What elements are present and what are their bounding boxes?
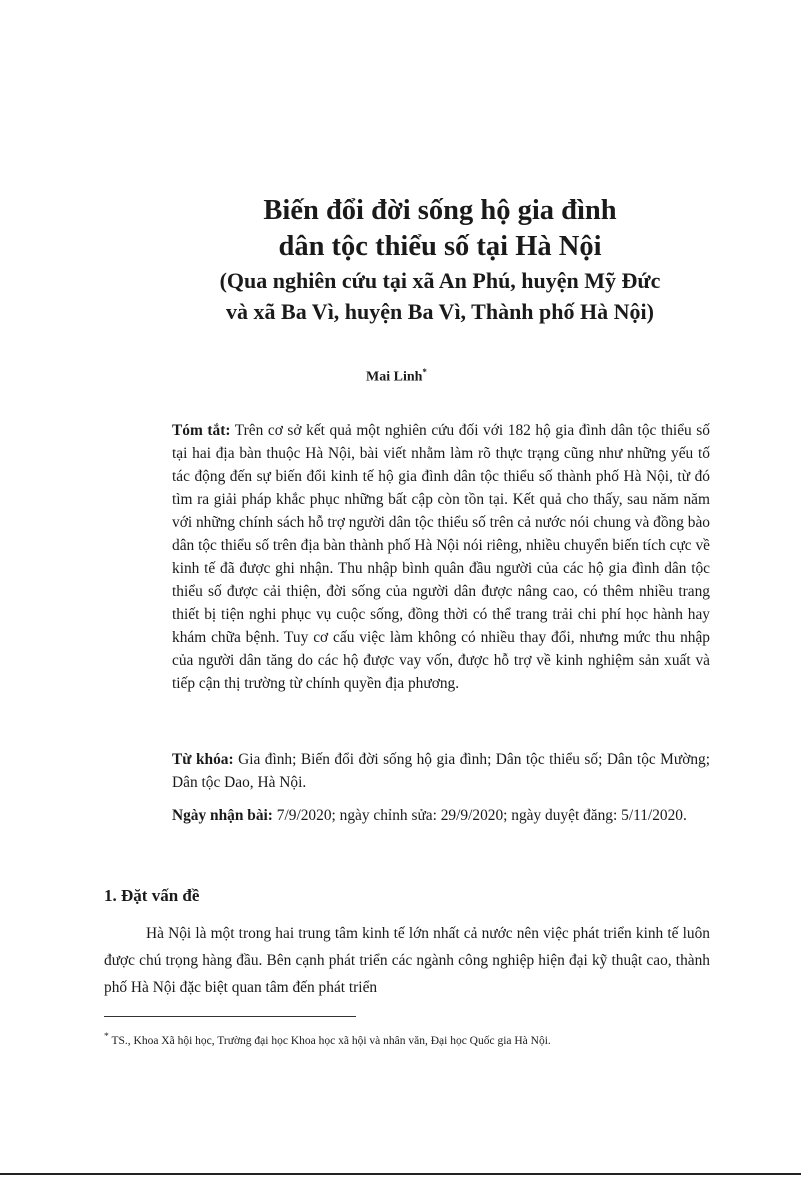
body-paragraph: Hà Nội là một trong hai trung tâm kinh tế lớn nhất cả nước nên việc phát triển kinh tế luôn được chú trọng hàng đầu. Bên cạnh phát triển các ngành công nghiệp hiện đại kỹ thuật cao, thành phố Hà Nội đặc biệt quan tâm đến phát triển [104,925,710,996]
footnote [104,1029,724,1049]
subtitle-line-2: và xã Ba Vì, huyện Ba Vì, Thành phố Hà Nội) [226,299,654,324]
title-line-2: dân tộc thiểu số tại Hà Nội [278,231,602,262]
keywords-text: Gia đình; Biến đổi đời sống hộ gia đình; Dân tộc thiểu số; Dân tộc Mường; Dân tộc Dao, Hà Nội. [172,751,711,791]
keywords-label: Từ khóa: [172,751,234,768]
footnote-mark: * [104,1031,109,1042]
abstract [172,419,710,695]
article-subtitle [60,265,801,327]
keywords [172,748,710,794]
abstract-text: Trên cơ sở kết quả một nghiên cứu đối với 182 hộ gia đình dân tộc thiểu số tại hai địa bàn thuộc Hà Nội, bài viết nhằm làm rõ thực trạng cũng như những yếu tố tác động đến sự biến đổi kinh tế hộ gia đình dân tộc thiểu số thành phố Hà Nội, từ đó tìm ra giải pháp khắc phục những bất cập còn tồn tại. Kết quả cho thấy, sau năm năm với những chính sách hỗ trợ người dân tộc thiểu số trên cả nước nói chung và đồng bào dân tộc thiểu số trên địa bàn thành phố Hà Nội nói riêng, nhiều chuyển biến tích cực về kinh tế đã được ghi nhận. Thu nhập bình quân đầu người của các hộ gia đình dân tộc thiểu số được cải thiện, đời sống của người dân được nâng cao, có thêm nhiều trang thiết bị tiện nghi phục vụ cuộc sống, đồng thời có thể trang trải chi phí học hành hay khám chữa bệnh. Tuy cơ cấu việc làm không có nhiều thay đổi, nhưng mức thu nhập của người dân tăng do các hộ được vay vốn, được hỗ trợ về kinh nghiệm sản xuất và tiếp cận thị trường từ chính quyền địa phương. [172,422,710,692]
author-footnote-mark: * [422,367,427,377]
author-name [366,367,427,386]
footnote-text: TS., Khoa Xã hội học, Trường đại học Khoa học xã hội và nhân văn, Đại học Quốc gia Hà Nội. [108,1034,551,1047]
dates-text: 7/9/2020; ngày chỉnh sửa: 29/9/2020; ngày duyệt đăng: 5/11/2020. [276,807,687,824]
title-line-1: Biến đổi đời sống hộ gia đình [263,195,617,226]
subtitle-line-1: (Qua nghiên cứu tại xã An Phú, huyện Mỹ Đức [219,268,661,293]
abstract-label: Tóm tắt: [172,422,231,439]
footnote-divider [104,1016,356,1017]
article-title [60,193,801,265]
article-dates [172,804,710,827]
author-text: Mai Linh [366,369,423,385]
page-bottom-border [0,1173,801,1175]
section-heading: 1. Đặt vấn đề [104,886,200,905]
dates-label: Ngày nhận bài: [172,807,273,824]
